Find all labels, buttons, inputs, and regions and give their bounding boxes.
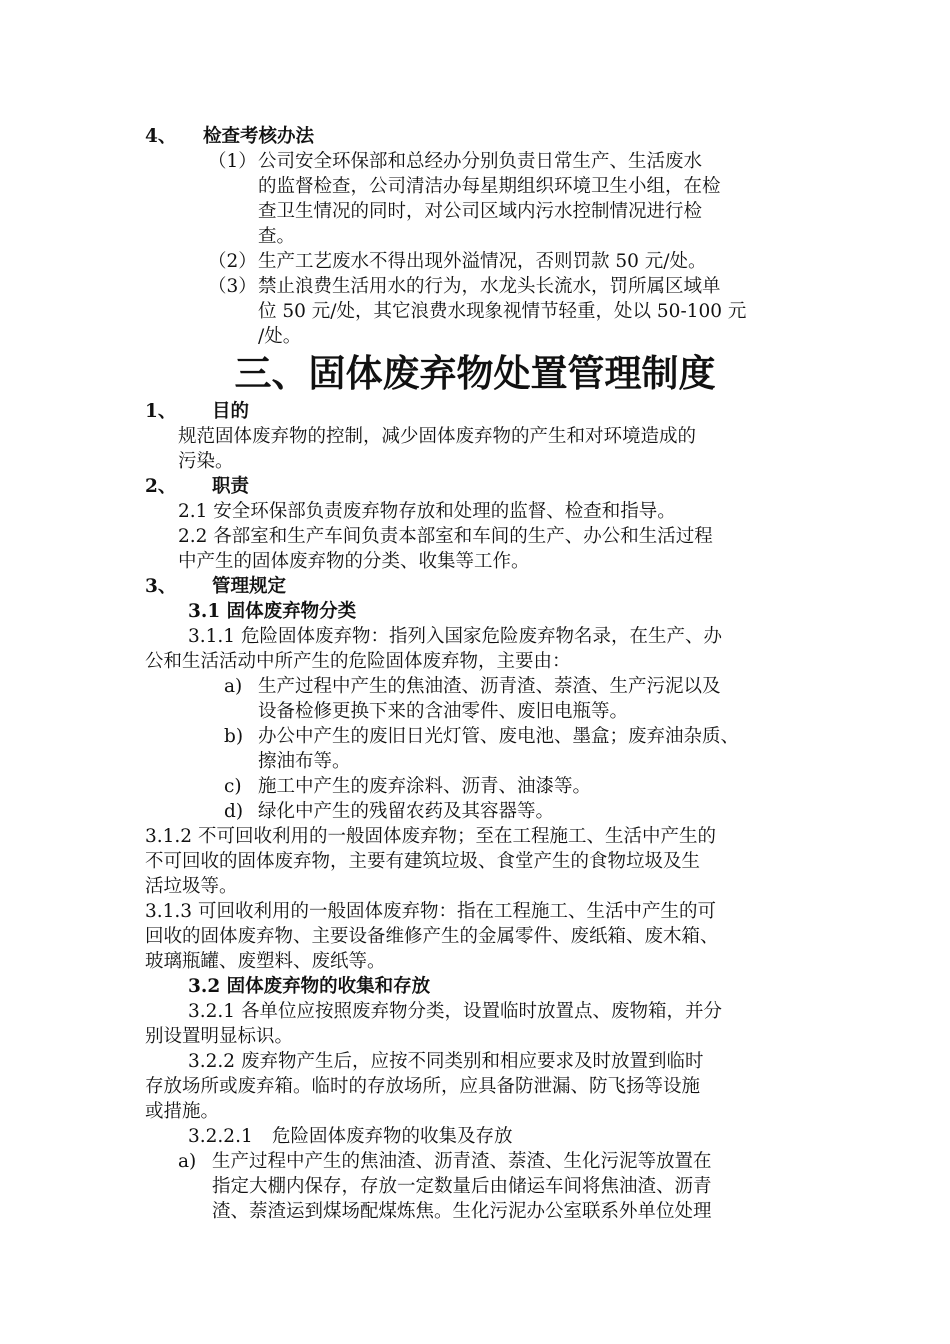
text-line: 位 50 元/处，其它浪费水现象视情节轻重，处以 50-100 元 bbox=[258, 301, 747, 322]
text-line: 设备检修更换下来的含油零件、废旧电瓶等。 bbox=[258, 701, 629, 722]
text-line: 或措施。 bbox=[145, 1101, 220, 1122]
text-line: 擦油布等。 bbox=[258, 751, 351, 772]
text-line: 回收的固体废弃物、主要设备维修产生的金属零件、废纸箱、废木箱、 bbox=[145, 926, 719, 947]
text-line: （3） bbox=[208, 276, 257, 297]
text-line: a) bbox=[178, 1151, 197, 1172]
text-line: 查卫生情况的同时，对公司区域内污水控制情况进行检 bbox=[258, 201, 703, 222]
text-line: 公司安全环保部和总经办分别负责日常生产、生活废水 bbox=[258, 151, 703, 172]
text-line: 管理规定 bbox=[212, 576, 287, 597]
text-line: 活垃圾等。 bbox=[145, 876, 238, 897]
text-line: /处。 bbox=[258, 326, 302, 347]
text-line: 查。 bbox=[258, 226, 296, 247]
text-line: 渣、萘渣运到煤场配煤炼焦。生化污泥办公室联系外单位处理 bbox=[212, 1201, 712, 1222]
text-line: 3.1.2 不可回收利用的一般固体废弃物；至在工程施工、生活中产生的 bbox=[145, 826, 716, 847]
text-line: 3.1.1 危险固体废弃物：指列入国家危险废弃物名录，在生产、办 bbox=[188, 626, 722, 647]
text-line: 存放场所或废弃箱。临时的存放场所，应具备防泄漏、防飞扬等设施 bbox=[145, 1076, 701, 1097]
text-line: 别设置明显标识。 bbox=[145, 1026, 294, 1047]
text-line: 检查考核办法 bbox=[203, 126, 315, 147]
text-line: 绿化中产生的残留农药及其容器等。 bbox=[258, 801, 555, 822]
text-line: 职责 bbox=[212, 476, 250, 497]
section-heading: 三、固体废弃物处置管理制度 bbox=[234, 352, 716, 395]
text-line: 3.2.1 各单位应按照废弃物分类，设置临时放置点、废物箱，并分 bbox=[188, 1001, 722, 1022]
text-line: 2.2 各部室和生产车间负责本部室和车间的生产、办公和生活过程 bbox=[178, 526, 713, 547]
text-line: d) bbox=[224, 801, 244, 822]
text-line: （1） bbox=[208, 151, 257, 172]
text-line: 危险固体废弃物的收集及存放 bbox=[272, 1126, 513, 1147]
text-line: 公和生活活动中所产生的危险固体废弃物，主要由： bbox=[145, 651, 571, 672]
text-line: 规范固体废弃物的控制，减少固体废弃物的产生和对环境造成的 bbox=[178, 426, 697, 447]
text-line: 中产生的固体废弃物的分类、收集等工作。 bbox=[178, 551, 530, 572]
text-line: 2.1 安全环保部负责废弃物存放和处理的监督、检查和指导。 bbox=[178, 501, 676, 522]
text-line: 禁止浪费生活用水的行为，水龙头长流水，罚所属区域单 bbox=[258, 276, 721, 297]
text-line: （2） bbox=[208, 251, 257, 272]
text-line: 生产过程中产生的焦油渣、沥青渣、萘渣、生产污泥以及 bbox=[258, 676, 721, 697]
text-line: 1、 bbox=[145, 401, 177, 422]
text-line: 办公中产生的废旧日光灯管、废电池、墨盒；废弃油杂质、 bbox=[258, 726, 740, 747]
text-line: b) bbox=[224, 726, 244, 747]
text-line: 施工中产生的废弃涂料、沥青、油漆等。 bbox=[258, 776, 592, 797]
text-line: 3.1.3 可回收利用的一般固体废弃物：指在工程施工、生活中产生的可 bbox=[145, 901, 716, 922]
text-line: 玻璃瓶罐、废塑料、废纸等。 bbox=[145, 951, 386, 972]
text-line: 3.2.2 废弃物产生后，应按不同类别和相应要求及时放置到临时 bbox=[188, 1051, 704, 1072]
text-line: 4、 bbox=[145, 126, 177, 147]
text-line: 指定大棚内保存，存放一定数量后由储运车间将焦油渣、沥青 bbox=[212, 1176, 712, 1197]
text-line: 的监督检查，公司清洁办每星期组织环境卫生小组，在检 bbox=[258, 176, 721, 197]
text-line: 3.1 固体废弃物分类 bbox=[188, 601, 357, 622]
text-line: 3、 bbox=[145, 576, 177, 597]
text-line: 生产过程中产生的焦油渣、沥青渣、萘渣、生化污泥等放置在 bbox=[212, 1151, 712, 1172]
text-line: 污染。 bbox=[178, 451, 234, 472]
text-line: 生产工艺废水不得出现外溢情况，否则罚款 50 元/处。 bbox=[258, 251, 707, 272]
text-line: 2、 bbox=[145, 476, 177, 497]
text-line: 3.2.2.1 bbox=[188, 1126, 253, 1147]
text-line: 3.2 固体废弃物的收集和存放 bbox=[188, 976, 431, 997]
text-line: 不可回收的固体废弃物，主要有建筑垃圾、食堂产生的食物垃圾及生 bbox=[145, 851, 701, 872]
text-line: c) bbox=[224, 776, 242, 797]
text-line: 目的 bbox=[212, 401, 250, 422]
text-line: a) bbox=[224, 676, 243, 697]
